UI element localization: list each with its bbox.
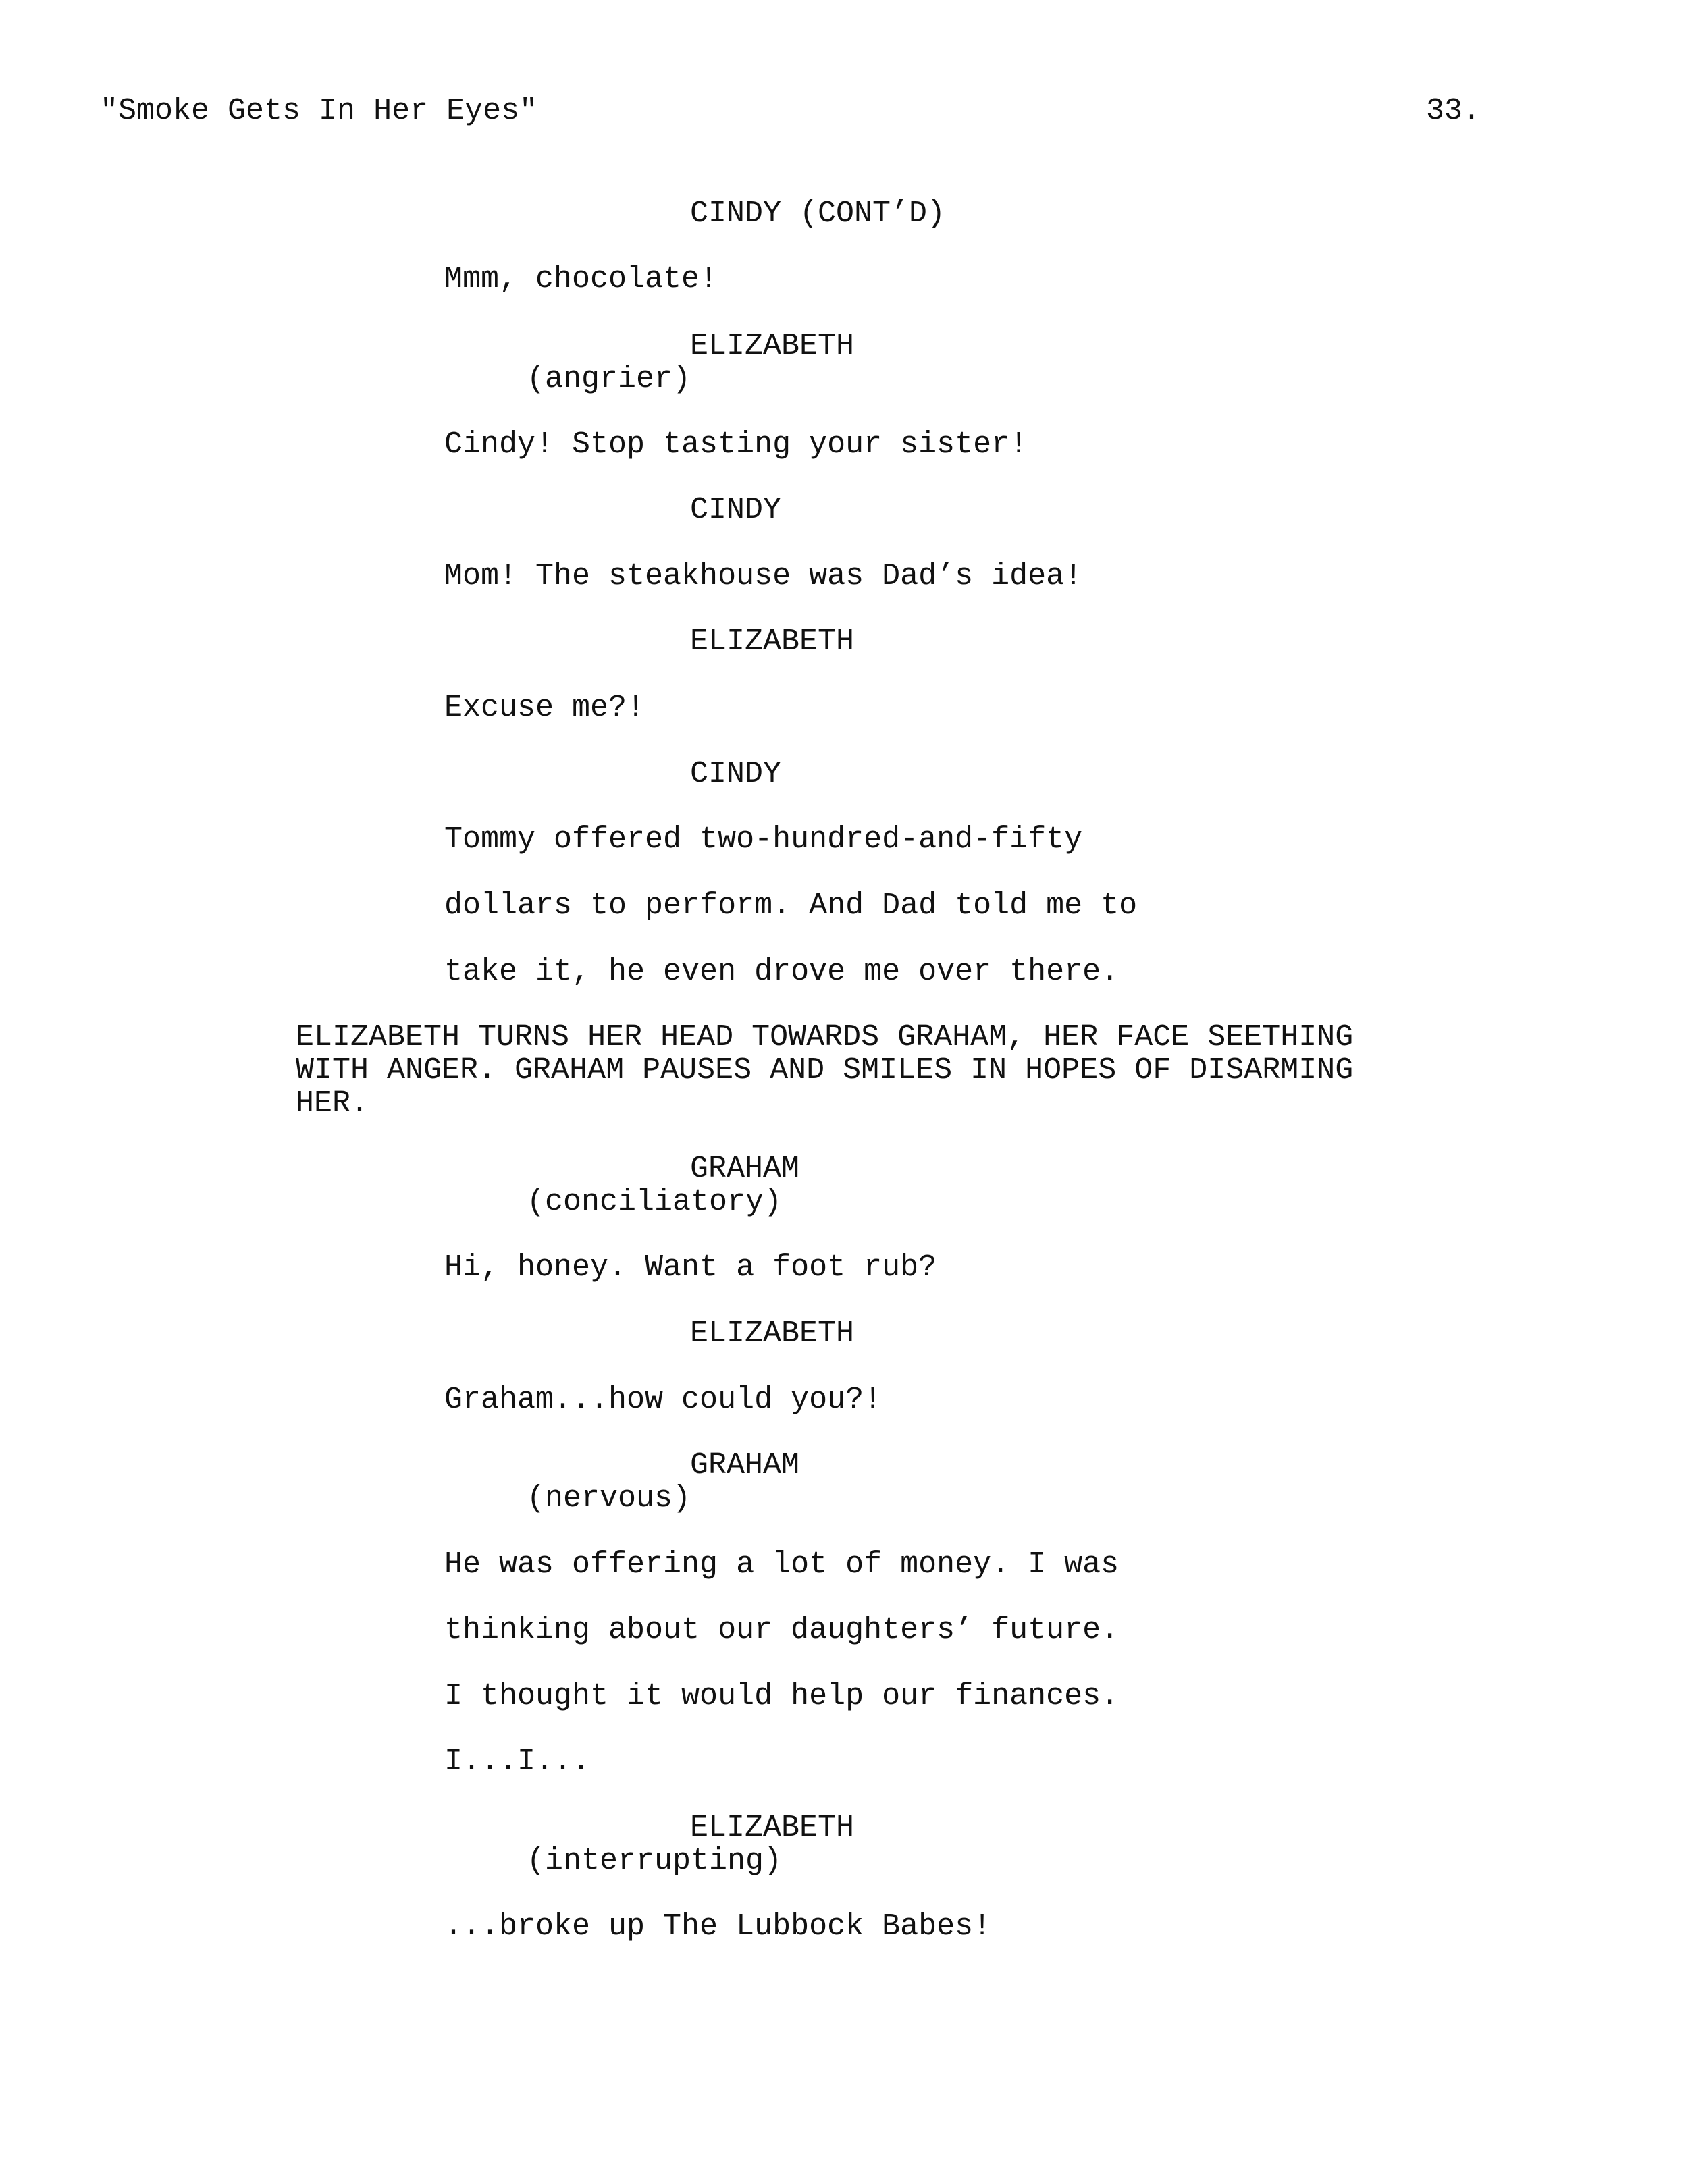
dialogue-line: Cindy! Stop tasting your sister! <box>444 427 1028 462</box>
dialogue-line: dollars to perform. And Dad told me to <box>444 888 1138 923</box>
dialogue-line: He was offering a lot of money. I was <box>444 1547 1119 1582</box>
character-cue: ELIZABETH <box>690 1811 855 1845</box>
character-cue: ELIZABETH <box>690 624 855 659</box>
parenthetical: (angrier) <box>527 362 691 396</box>
dialogue-line: ...broke up The Lubbock Babes! <box>444 1909 992 1944</box>
dialogue-line: Hi, honey. Want a foot rub? <box>444 1250 937 1285</box>
character-cue: CINDY <box>690 757 782 791</box>
dialogue-line: I...I... <box>444 1744 591 1779</box>
action-line: WITH ANGER. GRAHAM PAUSES AND SMILES IN HOPES OF DISARMING <box>296 1053 1354 1088</box>
dialogue-line: Mmm, chocolate! <box>444 262 718 296</box>
dialogue-line: I thought it would help our finances. <box>444 1679 1119 1713</box>
character-cue: ELIZABETH <box>690 1316 855 1351</box>
action-line: HER. <box>296 1086 369 1121</box>
dialogue-line: Mom! The steakhouse was Dad’s idea! <box>444 559 1083 593</box>
character-cue: CINDY <box>690 493 782 527</box>
page-number: 33. <box>1426 94 1481 128</box>
character-cue: GRAHAM <box>690 1448 800 1483</box>
action-line: ELIZABETH TURNS HER HEAD TOWARDS GRAHAM, HER FACE SEETHING <box>296 1020 1354 1055</box>
parenthetical: (conciliatory) <box>527 1185 783 1219</box>
character-cue: CINDY (CONT’D) <box>690 196 946 231</box>
dialogue-line: Graham...how could you?! <box>444 1383 882 1417</box>
script-title-header: "Smoke Gets In Her Eyes" <box>100 94 538 128</box>
parenthetical: (nervous) <box>527 1481 691 1516</box>
character-cue: GRAHAM <box>690 1152 800 1186</box>
dialogue-line: Excuse me?! <box>444 691 645 725</box>
dialogue-line: Tommy offered two-hundred-and-fifty <box>444 822 1083 857</box>
dialogue-line: take it, he even drove me over there. <box>444 955 1119 989</box>
parenthetical: (interrupting) <box>527 1844 783 1878</box>
character-cue: ELIZABETH <box>690 329 855 363</box>
dialogue-line: thinking about our daughters’ future. <box>444 1613 1119 1647</box>
